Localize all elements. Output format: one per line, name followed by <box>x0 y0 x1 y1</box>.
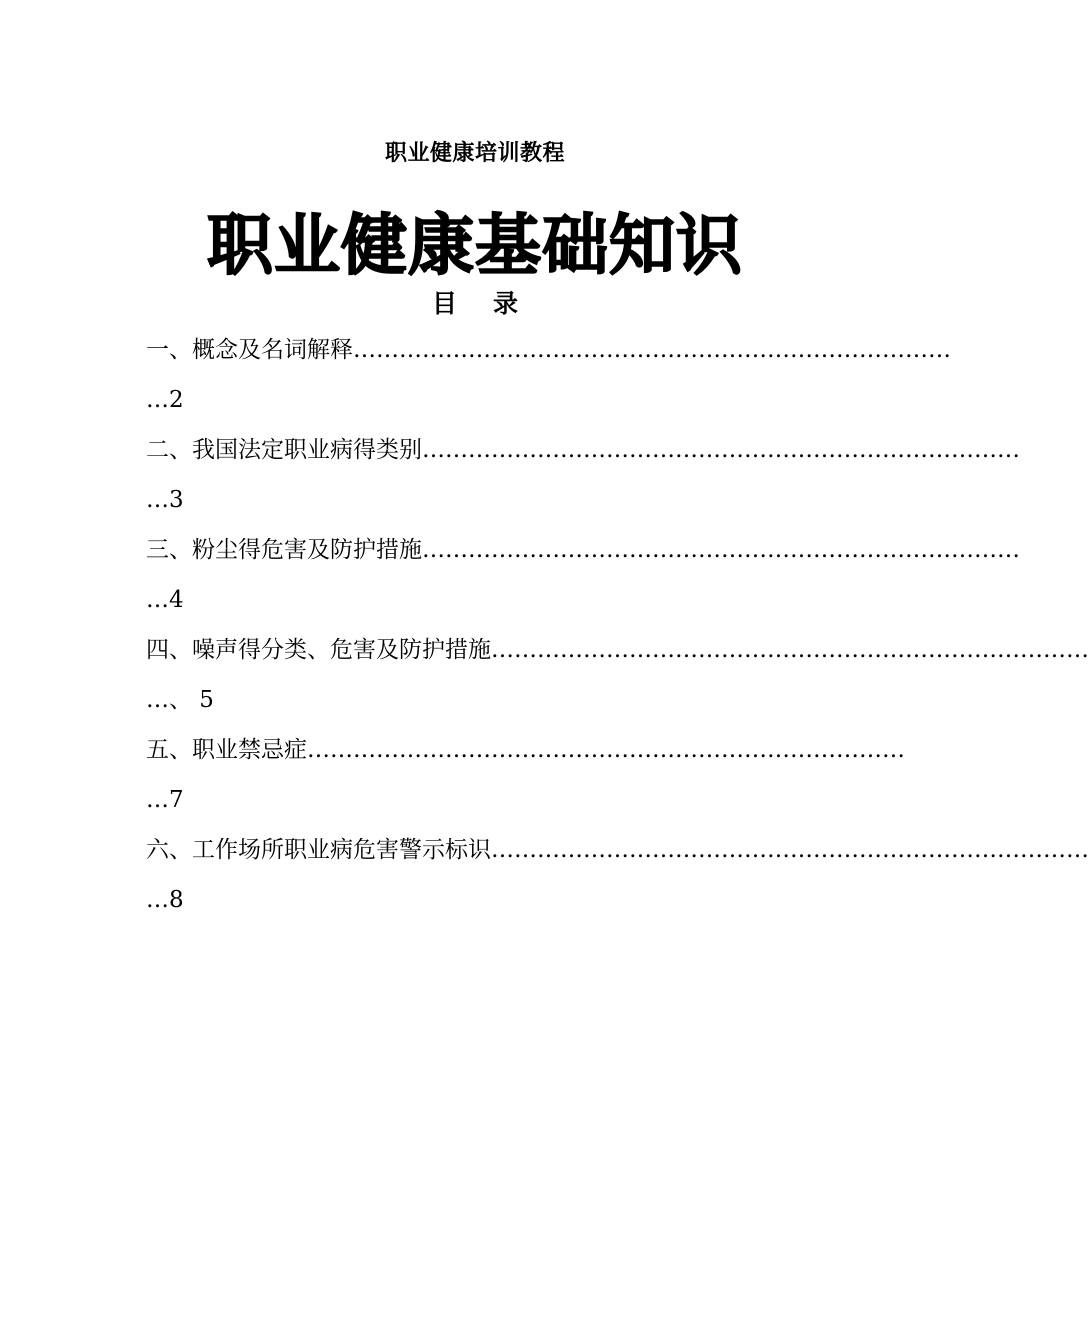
toc-entry[interactable] <box>146 630 1089 730</box>
toc-entry[interactable] <box>146 530 1020 630</box>
toc-leader: …………………………………………………………………… <box>422 537 1020 563</box>
toc-entry-page: …3 <box>146 487 184 513</box>
toc-leader: …………………………………………………………………… <box>422 437 1020 463</box>
toc-entry-title: 四、噪声得分类、危害及防护措施 <box>146 637 491 663</box>
toc-entry[interactable] <box>146 730 905 830</box>
toc-entry-page: …2 <box>146 387 184 413</box>
toc-entry-page: …4 <box>146 587 184 613</box>
table-of-contents <box>146 330 1089 930</box>
document-subtitle: 职业健康培训教程 <box>384 141 565 166</box>
toc-entry-title: 六、工作场所职业病危害警示标识 <box>146 837 491 863</box>
toc-entry-page: …7 <box>146 787 184 813</box>
toc-heading-right: 录 <box>493 289 519 318</box>
toc-entry-page: …、 5 <box>146 687 214 713</box>
toc-leader: …………………………………………………………………… <box>491 637 1089 663</box>
toc-leader: …………………………………………………………………… <box>491 837 1089 863</box>
toc-entry[interactable] <box>146 330 951 430</box>
toc-entry-title: 三、粉尘得危害及防护措施 <box>146 537 422 563</box>
toc-heading <box>0 284 950 320</box>
toc-heading-left: 目 <box>431 289 457 318</box>
toc-entry[interactable] <box>146 830 1089 930</box>
toc-entry-title: 五、职业禁忌症 <box>146 737 307 763</box>
document-title: 职业健康基础知识 <box>207 207 743 284</box>
toc-entry-page: …8 <box>146 887 184 913</box>
toc-leader: …………………………………………………………………… <box>307 737 905 763</box>
toc-entry-title: 一、概念及名词解释 <box>146 337 353 363</box>
toc-entry-title: 二、我国法定职业病得类别 <box>146 437 422 463</box>
toc-leader: …………………………………………………………………… <box>353 337 951 363</box>
toc-entry[interactable] <box>146 430 1020 530</box>
